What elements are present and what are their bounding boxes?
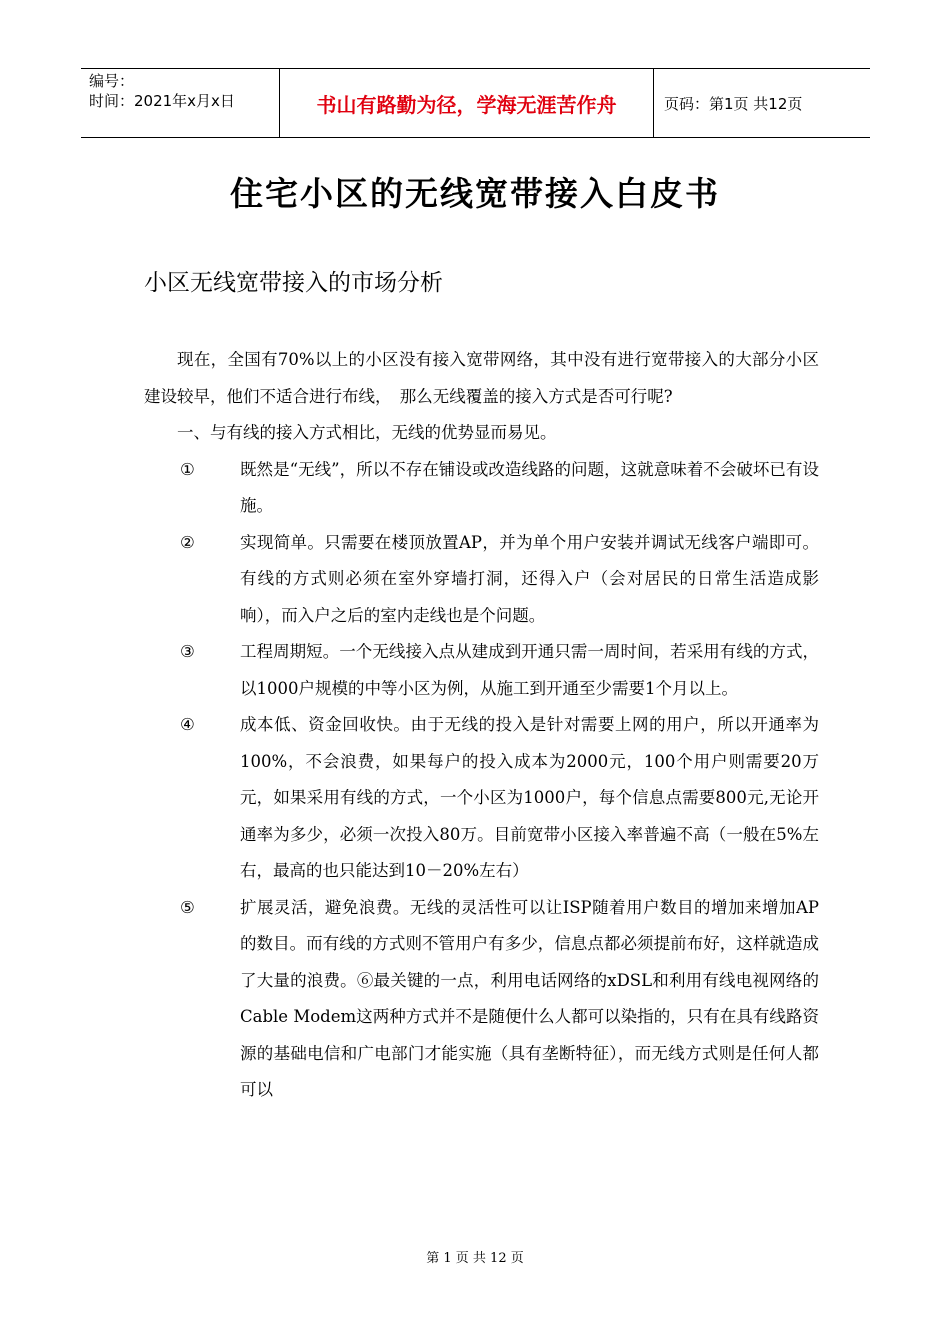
header-table — [81, 68, 870, 138]
page-footer: 第 1 页 共 12 页 — [426, 1251, 524, 1266]
list-item — [144, 890, 819, 1109]
section-heading: 小区无线宽带接入的市场分析 — [144, 270, 443, 296]
header-meta-cell — [81, 69, 280, 137]
item-number: ② — [180, 532, 195, 552]
point-one-paragraph: 一、与有线的接入方式相比，无线的优势显而易见。 — [177, 423, 557, 442]
item-text: 实现简单。只需要在楼顶放置AP，并为单个用户安装并调试无线客户端即可。有线的方式则必须在室外穿墙打洞，还得入户（会对居民的日常生活造成影响），而入户之后的室内走线也是个问题。 — [240, 532, 819, 625]
item-number: ③ — [180, 642, 195, 661]
motto: 书山有路勤为径，学海无涯苦作舟 — [280, 69, 654, 137]
item-number: ④ — [180, 715, 195, 734]
intro-paragraph: 现在，全国有70%以上的小区没有接入宽带网络，其中没有进行宽带接入的大部分小区建设较早，他们不适合进行布线， 那么无线覆盖的接入方式是否可行呢? — [144, 350, 819, 406]
document-body — [144, 342, 819, 1109]
page-info: 页码：第1页 共12页 — [664, 94, 803, 113]
list-item — [144, 634, 819, 707]
item-number: ⑤ — [180, 897, 195, 917]
document-title: 住宅小区的无线宽带接入白皮书 — [230, 174, 720, 213]
item-text: 成本低、资金回收快。由于无线的投入是针对需要上网的用户，所以开通率为100%，不会浪费，如果每户的投入成本为2000元，100个用户则需要20万元，如果采用有线的方式，一个小区为1000户，每个信息点需要800元,无论开通率为多少，必须一次投入80万。目前宽带小区接入率普遍不高（一般在5%左右，最高的也只能达到10－20%左右） — [240, 715, 819, 880]
list-item — [144, 452, 819, 525]
item-number: ① — [180, 459, 195, 479]
time-label: 时间：2021年x月x日 — [89, 92, 235, 110]
list-item — [144, 707, 819, 890]
serial-label: 编号： — [89, 72, 135, 90]
list-item — [144, 525, 819, 635]
item-text: 既然是“无线”，所以不存在铺设或改造线路的问题，这就意味着不会破坏已有设施。 — [240, 459, 819, 515]
item-text: 扩展灵活，避免浪费。无线的灵活性可以让ISP随着用户数目的增加来增加AP的数目。而有线的方式则不管用户有多少，信息点都必须提前布好，这样就造成了大量的浪费。⑥最关键的一点，利用电话网络的xDSL和利用有线电视网络的Cable Modem这两种方式并不是随便什么人都可以染指的，只有在具有线路资源的基础电信和广电部门才能实施（具有垄断特征），而无线方式则是任何人都可以 — [240, 897, 819, 1099]
item-text: 工程周期短。一个无线接入点从建成到开通只需一周时间，若采用有线的方式，以1000户规模的中等小区为例，从施工到开通至少需要1个月以上。 — [240, 642, 819, 698]
